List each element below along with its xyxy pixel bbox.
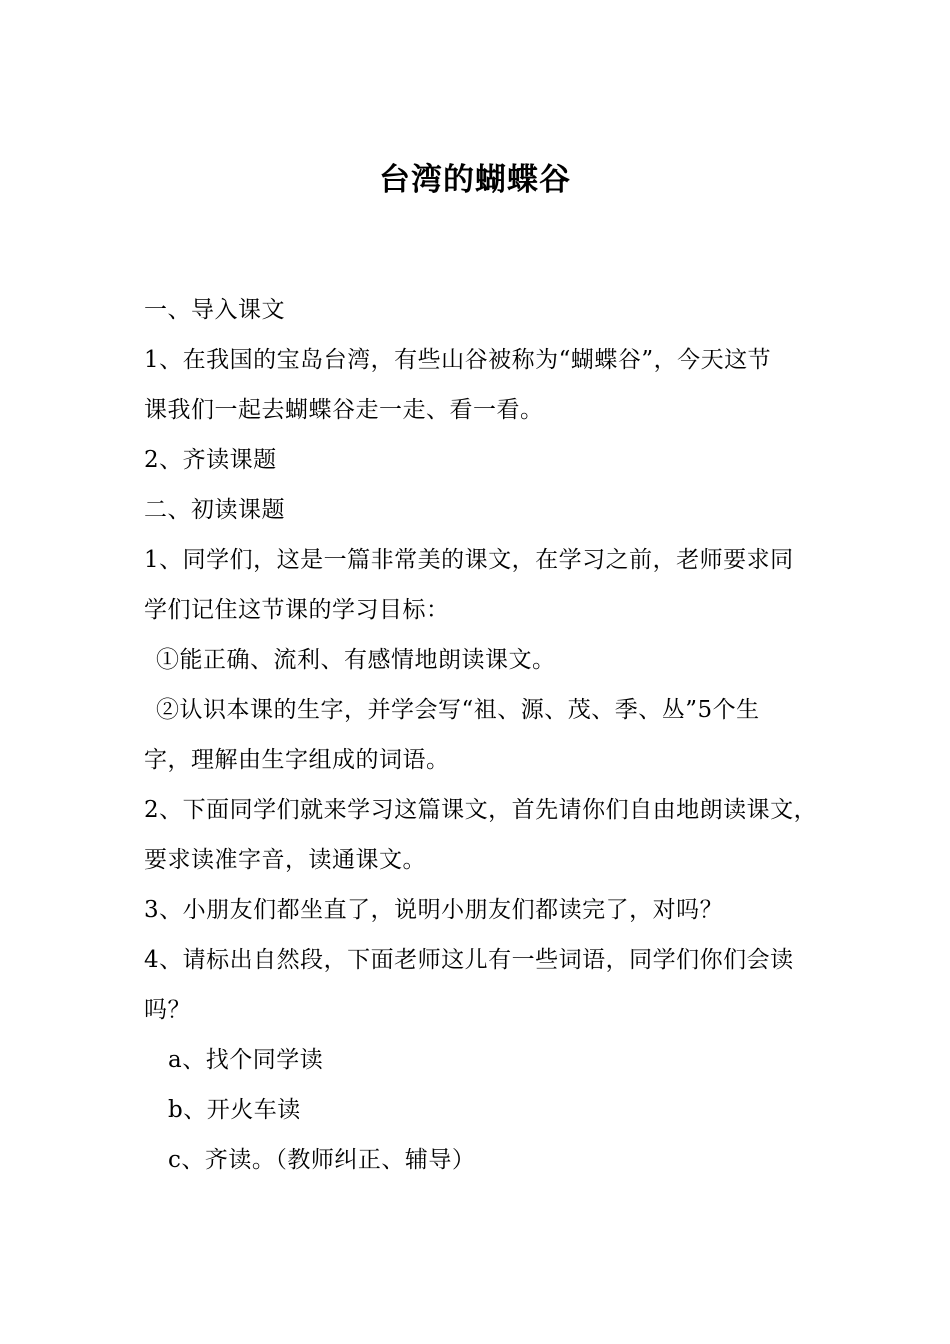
- document-body: [144, 285, 834, 1185]
- list-item: b、开火车读: [168, 1097, 301, 1123]
- paragraph-line: 要求读准字音，读通课文。: [144, 847, 426, 873]
- section-heading-first-reading: 二、初读课题: [144, 497, 285, 523]
- paragraph-line: 2、下面同学们就来学习这篇课文，首先请你们自由地朗读课文，: [144, 797, 818, 823]
- list-item: a、找个同学读: [168, 1047, 324, 1073]
- paragraph-line: 课我们一起去蝴蝶谷走一走、看一看。: [144, 397, 544, 423]
- list-item: c、齐读。（教师纠正、辅导）: [168, 1147, 476, 1173]
- goal-item: ①能正确、流利、有感情地朗读课文。: [156, 647, 556, 673]
- section-heading-intro: 一、导入课文: [144, 297, 285, 323]
- paragraph-line: 2、齐读课题: [144, 447, 277, 473]
- paragraph-line: 1、同学们，这是一篇非常美的课文，在学习之前，老师要求同: [144, 547, 794, 573]
- paragraph-line: 吗？: [144, 997, 191, 1023]
- paragraph-line: 3、小朋友们都坐直了，说明小朋友们都读完了，对吗？: [144, 897, 724, 923]
- goal-item: ②认识本课的生字，并学会写“祖、源、茂、季、丛”5个生: [156, 697, 760, 723]
- paragraph-line: 学们记住这节课的学习目标：: [144, 597, 450, 623]
- paragraph-line: 字，理解由生字组成的词语。: [144, 747, 450, 773]
- paragraph-line: 1、在我国的宝岛台湾，有些山谷被称为“蝴蝶谷”，今天这节: [144, 347, 772, 373]
- paragraph-line: 4、请标出自然段，下面老师这儿有一些词语，同学们你们会读: [144, 947, 794, 973]
- page-title: 台湾的蝴蝶谷: [379, 162, 571, 198]
